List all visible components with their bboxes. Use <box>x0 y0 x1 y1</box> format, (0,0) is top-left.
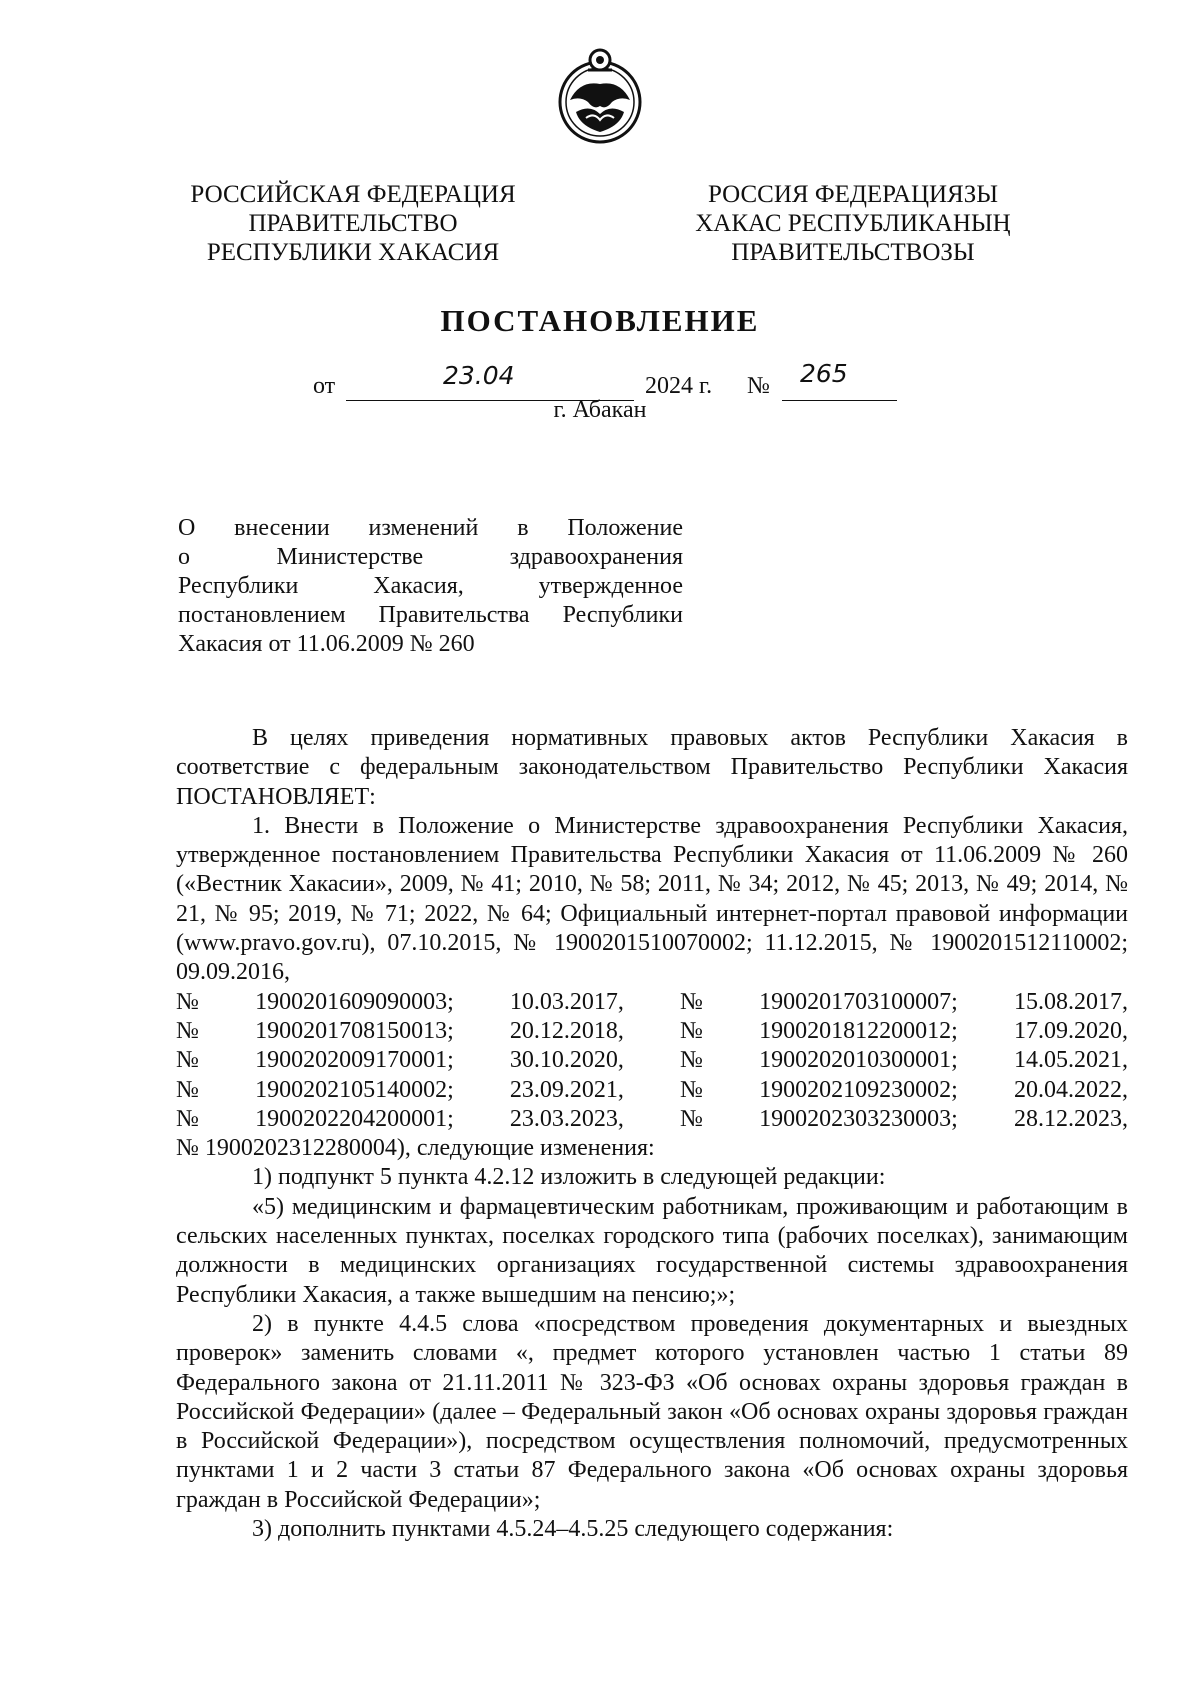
subitem-3: 3) дополнить пунктами 4.5.24–4.5.25 следующего содержания: <box>252 1516 894 1543</box>
num-cell: № <box>680 1047 703 1074</box>
header-left-line-2: ПРАВИТЕЛЬСТВО <box>248 210 458 237</box>
num-cell: № <box>176 988 199 1015</box>
num-row <box>176 988 1128 1017</box>
num-cell: № <box>680 988 703 1015</box>
subitem-1-quote: «5) медицинским и фармацевтическим работникам, проживающим и работающим в сельских населенных пунктах, поселках городского типа (рабочих поселках), занимающим должности в медицинских организациях государственной системы здравоохранения Республики Хакасия, а также вышедшим на пенсию;»; <box>176 1193 1128 1308</box>
num-row <box>176 1017 1128 1046</box>
num-cell: 14.05.2021, <box>1013 1047 1128 1074</box>
item-1-paragraph: 1. Внести в Положение о Министерстве здравоохранения Республики Хакасия, утвержденное постановлением Правительства Республики Хакасия от 11.06.2009 № 260 («Вестник Хакасии», 2009, № 41; 2010, № 58; 2011, № 34; 2012, № 45; 2013, № 49; 2014, № 21, № 95; 2019, № 71; 2022, № 64; Официальный интернет-портал правовой информации (www.pravo.gov.ru), 07.10.2015, № 1900201510070002; 11.12.2015, № 1900201512110002; 09.09.2016, <box>176 812 1128 986</box>
subject-line-3: Республики Хакасия, утвержденное <box>178 573 683 599</box>
num-cell: № <box>176 1047 199 1074</box>
header-right-line-1: РОССИЯ ФЕДЕРАЦИЯЗЫ <box>707 181 999 208</box>
subitem-1: 1) подпункт 5 пункта 4.2.12 изложить в следующей редакции: <box>252 1164 886 1191</box>
num-cell: № <box>176 1105 199 1132</box>
num-cell: 23.09.2021, <box>509 1076 624 1103</box>
num-cell: 1900202204200001; <box>255 1105 454 1132</box>
num-cell: 1900201812200012; <box>759 1017 958 1044</box>
num-cell: 23.03.2023, <box>509 1105 624 1132</box>
subitem-2: 2) в пункте 4.4.5 слова «посредством проведения документарных и выездных проверок» заменить словами «, предмет которого установлен частью 1 статьи 89 Федерального закона от 21.11.2011 № 323-ФЗ «Об основах охраны здоровья граждан в Российской Федерации» (далее – Федеральный закон «Об основах охраны здоровья граждан в Российской Федерации»), посредством осуществления полномочий, предусмотренных пунктами 1 и 2 части 3 статьи 87 Федерального закона «Об основах охраны здоровья граждан в Российской Федерации»; <box>176 1310 1128 1513</box>
num-row <box>176 1076 1128 1105</box>
registration-numbers <box>176 988 1128 1134</box>
header-left-line-3: РЕСПУБЛИКИ ХАКАСИЯ <box>206 239 500 266</box>
handwritten-number: 265 <box>800 359 848 388</box>
header-right-line-3: ПРАВИТЕЛЬСТВОЗЫ <box>731 239 975 266</box>
coat-of-arms-icon <box>550 40 650 146</box>
num-cell: 20.12.2018, <box>509 1017 624 1044</box>
subject-line-1: О внесении изменений в Положение <box>178 515 683 541</box>
document-title: ПОСТАНОВЛЕНИЕ <box>440 303 760 338</box>
number-label: № <box>747 373 770 399</box>
header-right <box>653 180 1053 267</box>
header-left-line-1: РОССИЙСКАЯ ФЕДЕРАЦИЯ <box>190 181 516 208</box>
num-cell: № <box>680 1076 703 1103</box>
header-right-line-2: ХАКАС РЕСПУБЛИКАНЫҢ <box>695 210 1011 237</box>
body-text <box>176 724 1128 1544</box>
subject-line-4: постановлением Правительства Республики <box>178 602 683 628</box>
num-cell: 1900201609090003; <box>255 988 454 1015</box>
intro-paragraph: В целях приведения нормативных правовых актов Республики Хакасия в соответствие с федеральным законодательством Правительство Республики Хакасия ПОСТАНОВЛЯЕТ: <box>176 725 1128 810</box>
handwritten-date: 23.04 <box>443 361 515 390</box>
num-cell: 17.09.2020, <box>1013 1017 1128 1044</box>
num-cell: 1900202105140002; <box>255 1076 454 1103</box>
num-cell: 10.03.2017, <box>509 988 624 1015</box>
num-cell: 15.08.2017, <box>1013 988 1128 1015</box>
num-cell: № <box>176 1076 199 1103</box>
num-cell: № <box>680 1017 703 1044</box>
num-row <box>176 1105 1128 1134</box>
from-label: от <box>313 373 336 399</box>
header-left <box>153 180 553 267</box>
num-cell: 1900202109230002; <box>759 1076 958 1103</box>
num-cell: 1900202009170001; <box>255 1047 454 1074</box>
subject-block <box>178 514 683 659</box>
num-cell: 1900202303230003; <box>759 1105 958 1132</box>
city: г. Абакан <box>553 397 647 423</box>
subject-line-2: о Министерстве здравоохранения <box>178 544 683 570</box>
num-cell: № <box>176 1017 199 1044</box>
subject-line-5: Хакасия от 11.06.2009 № 260 <box>178 631 475 657</box>
num-cell: 20.04.2022, <box>1013 1076 1128 1103</box>
num-cell: 30.10.2020, <box>509 1047 624 1074</box>
num-cell: 1900201703100007; <box>759 988 958 1015</box>
year-label: 2024 г. <box>645 373 713 399</box>
num-cell: 1900202010300001; <box>759 1047 958 1074</box>
num-cell: 28.12.2023, <box>1013 1105 1128 1132</box>
item-1-tail: № 1900202312280004), следующие изменения: <box>176 1135 655 1162</box>
num-cell: № <box>680 1105 703 1132</box>
num-cell: 1900201708150013; <box>255 1017 454 1044</box>
num-row <box>176 1046 1128 1075</box>
